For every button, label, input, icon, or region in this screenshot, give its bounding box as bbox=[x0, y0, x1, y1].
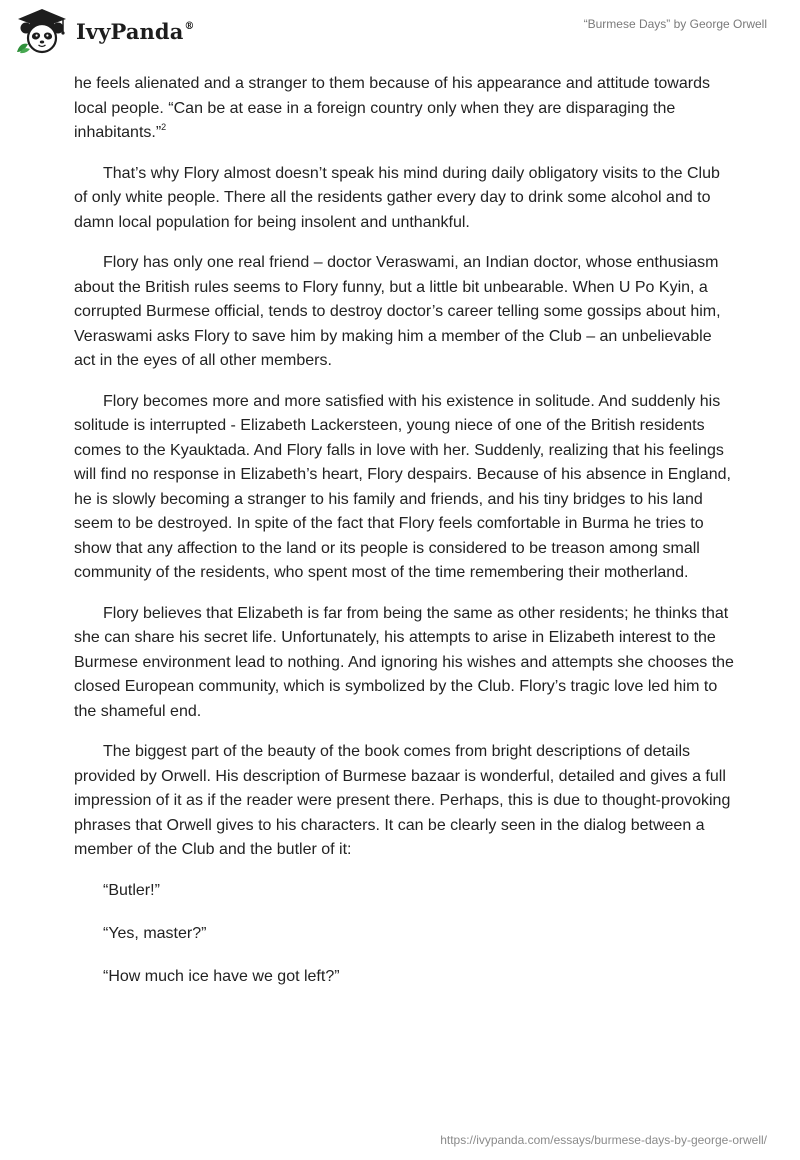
brand-name: IvyPanda® bbox=[76, 18, 195, 44]
footnote-ref[interactable]: 2 bbox=[161, 121, 167, 132]
dialog-line: “Butler!” bbox=[103, 881, 160, 899]
document-title: “Burmese Days” by George Orwell bbox=[583, 17, 767, 31]
dialog-line: “How much ice have we got left?” bbox=[103, 967, 340, 985]
paragraph: Flory has only one real friend – doctor Veraswami, an Indian doctor, whose enthusiasm about the British rules seems to Flory funny, but a little bit unbearable. When U Po Kyin, a corrupted Burmese official, tends to destroy doctor’s career telling some gossips about him, Veraswami asks Flory to save him by making him a member of the Club – an unbelievable act in the eyes of all other members. bbox=[74, 254, 721, 369]
brand-logo[interactable] bbox=[14, 8, 195, 54]
page-header bbox=[0, 0, 800, 70]
dialog-line: “Yes, master?” bbox=[103, 924, 207, 942]
paragraph: That’s why Flory almost doesn’t speak his mind during daily obligatory visits to the Club of only white people. There all the residents gather every day to drink some alcohol and to damn local population for being insolent and unthankful. bbox=[74, 164, 720, 231]
paragraph: Flory becomes more and more satisfied with his existence in solitude. And suddenly his solitude is interrupted - Elizabeth Lackersteen, young niece of one of the British residents comes to the Kyauktada. And Flory falls in love with her. Suddenly, realizing that his feelings will find no response in Elizabeth’s heart, Flory despairs. Because of his absence in England, he is slowly becoming a stranger to his family and friends, and his tiny bridges to his land seem to be destroyed. In spite of the fact that Flory feels comfortable in Burma he tries to show that any affection to the land or its people is considered to be treason among small community of the residents, who spent most of the time remembering their motherland. bbox=[74, 392, 731, 581]
panda-logo-icon bbox=[14, 8, 70, 54]
paragraph: Flory believes that Elizabeth is far from being the same as other residents; he thinks that she can share his secret life. Unfortunately, his attempts to arise in Elizabeth interest to the Burmese environment lead to nothing. And ignoring his wishes and attempts she chooses the closed European community, which is symbolized by the Club. Flory’s tragic love led him to the shameful end. bbox=[74, 604, 734, 720]
source-url[interactable]: https://ivypanda.com/essays/burmese-days-by-george-orwell/ bbox=[440, 1133, 767, 1147]
essay-body bbox=[74, 72, 736, 1008]
paragraph: he feels alienated and a stranger to them because of his appearance and attitude towards local people. “Can be at ease in a foreign country only when they are disparaging the inhabitants.”$^2$ bbox=[74, 75, 710, 141]
paragraph: The biggest part of the beauty of the book comes from bright descriptions of details provided by Orwell. His description of Burmese bazaar is wonderful, detailed and gives a full impression of it as if the reader were present there. Perhaps, this is due to thought-provoking phrases that Orwell gives to his characters. It can be clearly seen in the dialog between a member of the Club and the butler of it: bbox=[74, 743, 731, 858]
